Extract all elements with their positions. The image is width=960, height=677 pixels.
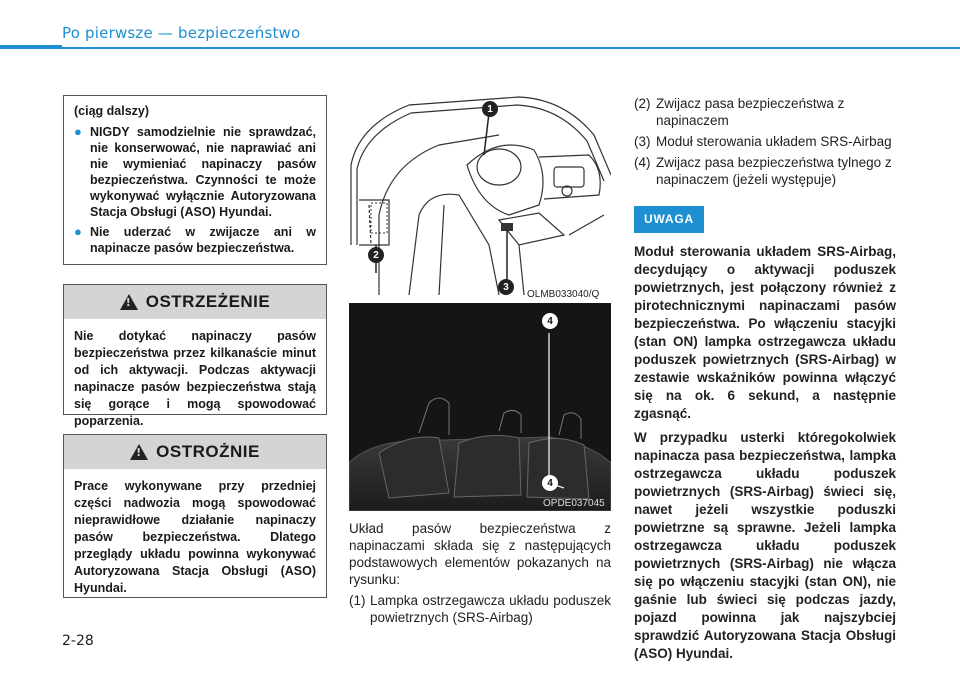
warning-text: Nie dotykać napinaczy pasów bezpieczeństwa przez kilkanaście minut od ich aktywacji. Podczas aktywacji napinacze pasów bezpieczeństwa stają się gorące i mogą spowodować poparzenia.: [74, 329, 316, 428]
note-paragraph: W przypadku usterki któregokolwiek napinacza pasa bezpieczeństwa, lampka ostrzegawcza układu poduszek powietrznych (SRS-Airbag) świeci się, nawet jeżeli wszystkie poduszki powietrzne są sprawne. Jeżeli lampka ostrzegawcza układu poduszek powietrznych (SRS-Airbag) nie włącza się po włączeniu stacyjki (stan ON), nie gaśnie lub świeci się podczas jazdy, pojazd powinna jak najszybciej sprawdzić Autoryzowana Stacja Obsługi (ASO) Hyundai.: [634, 430, 896, 661]
bullet-text: Nie uderzać w zwijacze ani w napinacze pasów bezpieczeństwa.: [90, 225, 316, 255]
continued-box: [63, 95, 327, 265]
caution-triangle-icon: [130, 444, 148, 460]
callout-3: 3: [498, 279, 514, 295]
list-item: [349, 592, 611, 626]
bullet-item: [74, 224, 316, 256]
caution-text: Prace wykonywane przy przedniej części nadwozia mogą spowodować nieprawidłowe działanie napinaczy pasów bezpieczeństwa. Dlatego przeglądy układu powinna wykonywać Autoryzowana Stacja Obsługi (ASO) Hyundai.: [74, 479, 316, 595]
list-item: [634, 95, 896, 129]
callout-2: 2: [368, 247, 384, 263]
list-number: (1): [349, 593, 366, 608]
bullet-text: NIGDY samodzielnie nie sprawdzać, nie konserwować, nie naprawiać ani nie wymieniać napinaczy pasów bezpieczeństwa. Czynności te może wykonywać wyłącznie Autoryzowana Stacja Obsługi (ASO) Hyundai.: [90, 125, 316, 219]
list-number: (2): [634, 96, 651, 111]
caution-box: [63, 434, 327, 598]
middle-text: [349, 520, 611, 626]
callout-4-bottom: 4: [542, 475, 558, 491]
list-text: Zwijacz pasa bezpieczeństwa z napinaczem: [656, 96, 845, 128]
warning-header: [64, 285, 326, 319]
caution-header: [64, 435, 326, 469]
rear-seat-illustration: [349, 303, 611, 511]
caution-title: OSTROŻNIE: [156, 442, 260, 461]
list-number: (4): [634, 155, 651, 170]
car-interior-illustration: [349, 95, 611, 301]
list-text: Zwijacz pasa bezpieczeństwa tylnego z napinaczem (jeżeli występuje): [656, 155, 892, 187]
intro-paragraph: Układ pasów bezpieczeństwa z napinaczami składa się z następujących podstawowych elementów pokazanych na rysunku:: [349, 521, 611, 587]
page-number: 2-28: [62, 633, 94, 649]
note-badge: UWAGA: [634, 206, 704, 233]
car-interior-drawing: [349, 95, 611, 301]
note-paragraph: Moduł sterowania układem SRS-Airbag, decydujący o aktywacji poduszek powietrznych, jest połączony również z pirotechnicznymi napinaczami pasów bezpieczeństwa. Po włączeniu stacyjki (stan ON) lampka ostrzegawcza układu poduszek powietrznych (SRS-Airbag) w zestawie wskaźników powinna włączyć się na ok. 6 sekund, a następnie zgasnąć.: [634, 244, 896, 421]
continued-label: (ciąg dalszy): [74, 104, 150, 118]
list-number: (3): [634, 134, 651, 149]
list-text: Lampka ostrzegawcza układu poduszek powietrznych (SRS-Airbag): [370, 593, 611, 625]
list-item: [634, 133, 896, 150]
right-column: [634, 95, 896, 669]
warning-box: [63, 284, 327, 428]
bullet-dot-icon: ●: [74, 124, 82, 139]
bullet-dot-icon: ●: [74, 224, 82, 239]
list-item: [634, 154, 896, 188]
callout-1: 1: [482, 101, 498, 117]
rear-seat-drawing: [349, 303, 611, 511]
list-text: Moduł sterowania układem SRS-Airbag: [656, 134, 892, 149]
bullet-item: [74, 124, 316, 220]
header-rule: [0, 47, 960, 49]
figure2-code: OPDE037045: [543, 498, 605, 509]
figure1-code: OLMB033040/Q: [527, 289, 600, 300]
warning-title: OSTRZEŻENIE: [145, 292, 271, 311]
page-header-title: Po pierwsze — bezpieczeństwo: [62, 24, 301, 42]
warning-triangle-icon: [120, 294, 138, 310]
callout-4-top: 4: [542, 313, 558, 329]
